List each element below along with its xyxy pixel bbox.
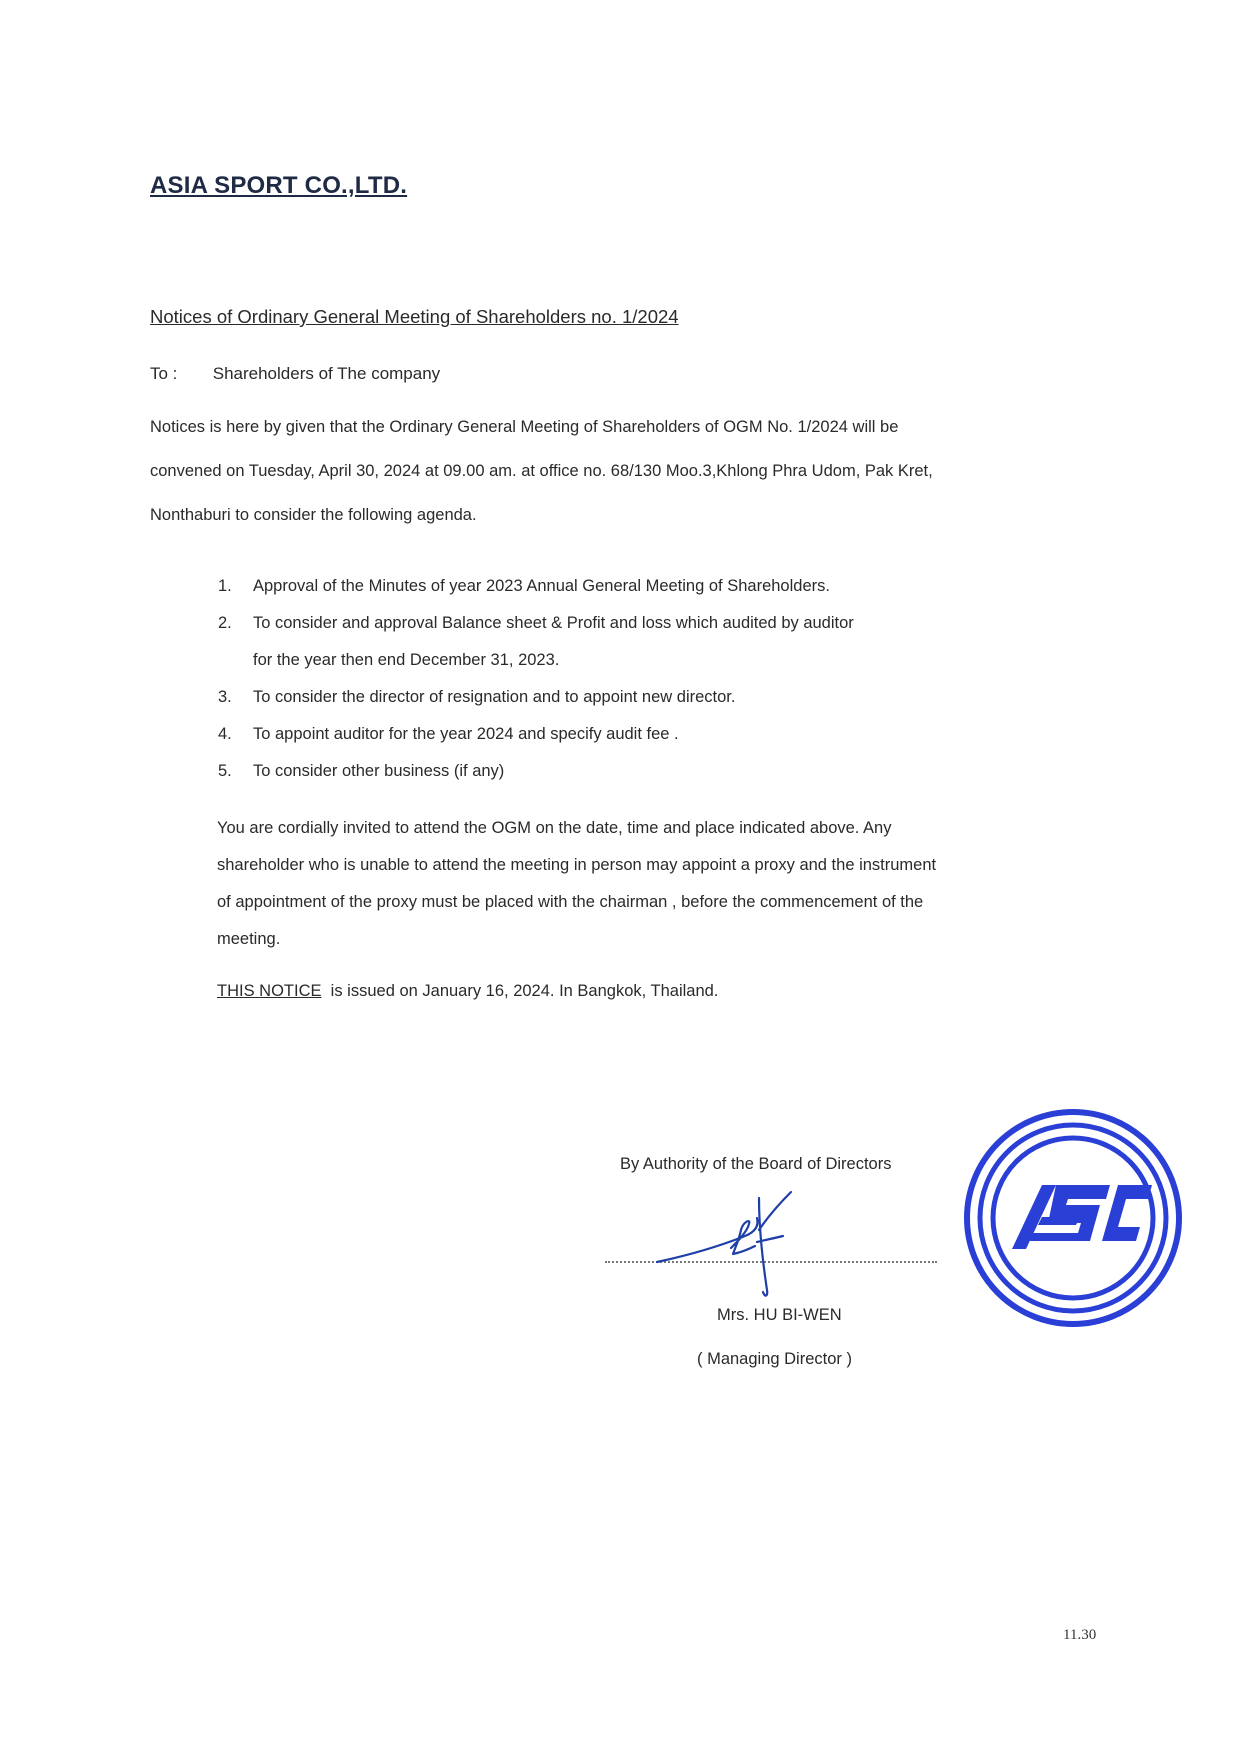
agenda-text: To consider the director of resignation and to appoint new director. xyxy=(253,688,736,706)
recipient-label: To : xyxy=(150,364,178,383)
handwritten-signature xyxy=(655,1190,815,1300)
issued-label: THIS NOTICE xyxy=(217,982,322,1000)
agenda-text: Approval of the Minutes of year 2023 Annual General Meeting of Shareholders. xyxy=(253,577,830,595)
agenda-number: 2. xyxy=(218,614,232,632)
signature-strokes xyxy=(657,1192,791,1296)
authority-line: By Authority of the Board of Directors xyxy=(620,1155,892,1173)
invitation-line: meeting. xyxy=(217,930,281,948)
agenda-item xyxy=(218,568,854,605)
agenda-text: To appoint auditor for the year 2024 and specify audit fee . xyxy=(253,725,679,743)
agenda-number: 3. xyxy=(218,688,232,706)
agenda-number: 4. xyxy=(218,725,232,743)
agenda-item xyxy=(218,753,854,790)
agenda-item xyxy=(218,679,854,716)
intro-line-3: Nonthaburi to consider the following agenda. xyxy=(150,506,477,524)
company-name: ASIA SPORT CO.,LTD. xyxy=(150,172,408,199)
intro-line-1: Notices is here by given that the Ordinary General Meeting of Shareholders of OGM No. 1/2024 will be xyxy=(150,418,899,436)
agenda-number: 5. xyxy=(218,762,232,780)
agenda-text: To consider and approval Balance sheet & Profit and loss which audited by auditor xyxy=(253,614,854,632)
invitation-line: of appointment of the proxy must be placed with the chairman , before the commencement of the xyxy=(217,893,924,911)
signatory-name: Mrs. HU BI-WEN xyxy=(717,1306,842,1324)
company-seal-stamp xyxy=(960,1105,1186,1331)
issued-statement xyxy=(217,982,718,1001)
page-number: 11.30 xyxy=(1063,1627,1097,1643)
invitation-paragraph xyxy=(217,810,1017,958)
agenda-number: 1. xyxy=(218,577,232,595)
invitation-line: shareholder who is unable to attend the meeting in person may appoint a proxy and the instrument xyxy=(217,856,937,874)
intro-line-2: convened on Tuesday, April 30, 2024 at 09.00 am. at office no. 68/130 Moo.3,Khlong Phra Udom, Pak Kret, xyxy=(150,462,933,480)
agenda-text: To consider other business (if any) xyxy=(253,762,505,780)
signatory-role: ( Managing Director ) xyxy=(697,1350,852,1368)
recipient-value: Shareholders of The company xyxy=(212,364,441,383)
notice-title: Notices of Ordinary General Meeting of Shareholders no. 1/2024 xyxy=(150,306,679,327)
agenda-item xyxy=(218,716,854,753)
seal-logo xyxy=(1012,1185,1152,1249)
invitation-line: You are cordially invited to attend the OGM on the date, time and place indicated above. Any xyxy=(217,819,892,837)
agenda-text-continued: for the year then end December 31, 2023. xyxy=(253,651,560,669)
issued-text: is issued on January 16, 2024. In Bangkok, Thailand. xyxy=(321,982,719,1000)
recipient-row xyxy=(150,364,440,384)
agenda-list xyxy=(218,568,854,790)
agenda-item xyxy=(218,605,854,679)
